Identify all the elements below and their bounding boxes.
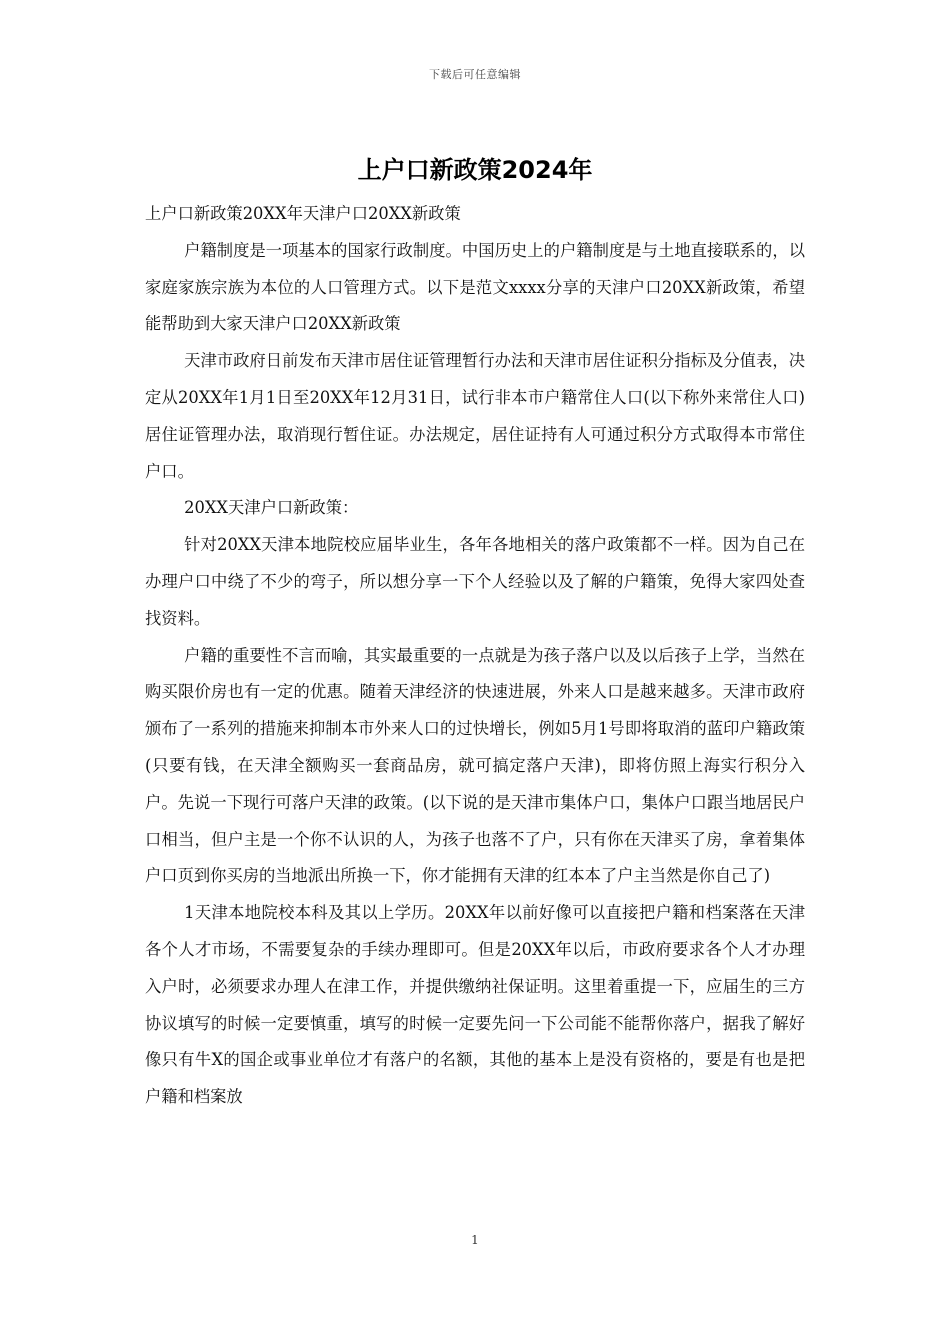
body-paragraph: 1天津本地院校本科及其以上学历。20XX年以前好像可以直接把户籍和档案落在天津各个人才市场，不需要复杂的手续办理即可。但是20XX年以后，市政府要求各个人才办理入户时，必须要求办理人在津工作，并提供缴纳社保证明。这里着重提一下，应届生的三方协议填写的时候一定要慎重，填写的时候一定要先问一下公司能不能帮你落户，据我了解好像只有牛X的国企或事业单位才有落户的名额，其他的基本上是没有资格的，要是有也是把户籍和档案放 [145, 903, 805, 1107]
document-body [145, 196, 805, 1116]
body-paragraph: 天津市政府日前发布天津市居住证管理暂行办法和天津市居住证积分指标及分值表，决定从20XX年1月1日至20XX年12月31日，试行非本市户籍常住人口(以下称外来常住人口)居住证管理办法，取消现行暂住证。办法规定，居住证持有人可通过积分方式取得本市常住户口。 [145, 351, 805, 481]
body-paragraph: 户籍制度是一项基本的国家行政制度。中国历史上的户籍制度是与土地直接联系的，以家庭家族宗族为本位的人口管理方式。以下是范文xxxx分享的天津户口20XX新政策，希望能帮助到大家天津户口20XX新政策 [145, 240, 805, 334]
body-paragraph: 户籍的重要性不言而喻，其实最重要的一点就是为孩子落户以及以后孩子上学，当然在购买限价房也有一定的优惠。随着天津经济的快速进展，外来人口是越来越多。天津市政府颁布了一系列的措施来抑制本市外来人口的过快增长，例如5月1号即将取消的蓝印户籍政策(只要有钱，在天津全额购买一套商品房，就可搞定落户天津)，即将仿照上海实行积分入户。先说一下现行可落户天津的政策。(以下说的是天津市集体户口，集体户口跟当地居民户口相当，但户主是一个你不认识的人，为孩子也落不了户，只有你在天津买了房，拿着集体户口页到你买房的当地派出所换一下，你才能拥有天津的红本本了户主当然是你自己了) [145, 645, 805, 886]
body-paragraph: 针对20XX天津本地院校应届毕业生，各年各地相关的落户政策都不一样。因为自己在办理户口中绕了不少的弯子，所以想分享一下个人经验以及了解的户籍策，免得大家四处查找资料。 [145, 535, 805, 628]
document-title: 上户口新政策2024年 [357, 156, 593, 184]
section-heading-paragraph: 20XX天津户口新政策： [184, 498, 359, 518]
header-note: 下载后可任意编辑 [429, 68, 521, 81]
subtitle-paragraph: 上户口新政策20XX年天津户口20XX新政策 [145, 204, 461, 223]
page-number: 1 [471, 1233, 479, 1247]
